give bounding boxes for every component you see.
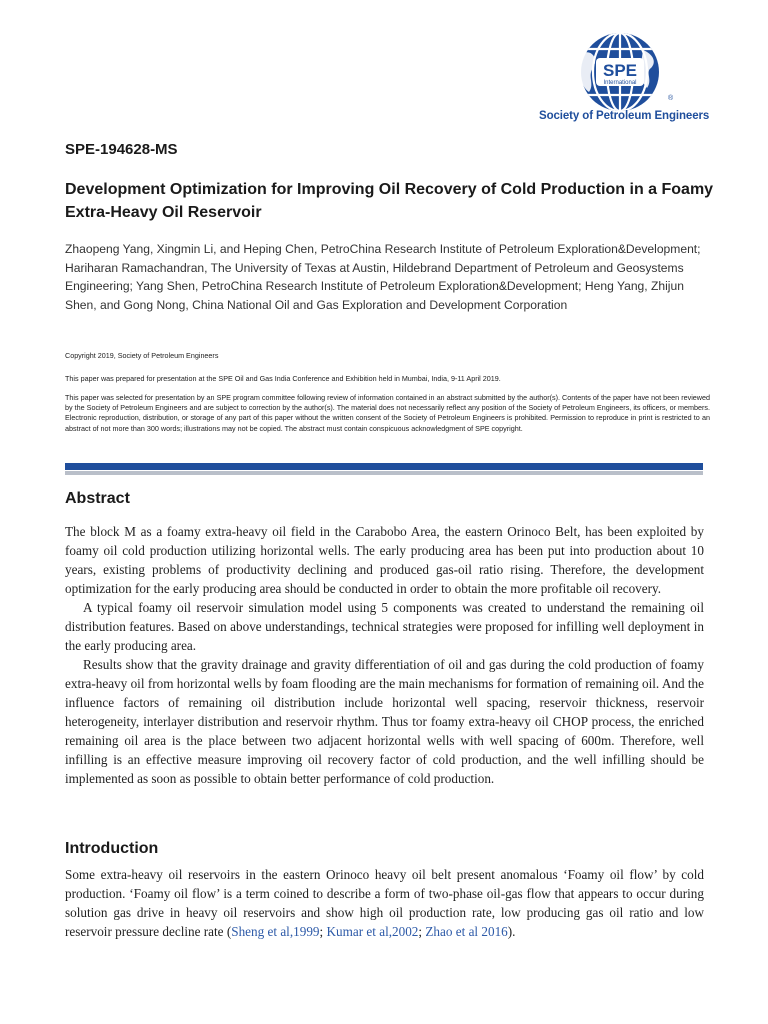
paper-title: Development Optimization for Improving Oil Recovery of Cold Production in a Foamy Extra-Heavy Oil Reservoir: [65, 181, 714, 221]
abstract-paragraph: A typical foamy oil reservoir simulation model using 5 components was created to understand the remaining oil distribution features. Based on above understandings, technical strategies were proposed for infilling well deployment in the early producing area.: [65, 600, 704, 653]
citation-separator: ;: [319, 924, 327, 939]
spe-logo: [537, 32, 710, 127]
svg-text:®: ®: [668, 95, 674, 102]
citation-separator: ;: [418, 924, 426, 939]
abstract-paragraph: The block M as a foamy extra-heavy oil field in the Carabobo Area, the eastern Orinoco Belt, has been exploited by foamy oil cold production utilizing horizontal wells. The early producing area has been put into production about 10 years, existing problems of productivity declining and produced gas-oil ratio rising. Therefore, the development optimization for the early producing area should be conducted in order to obtain the more profitable oil recovery.: [65, 524, 704, 596]
globe-icon: [557, 32, 683, 112]
selection-disclaimer: This paper was selected for presentation by an SPE program committee following review of information contained in an abstract submitted by the author(s). Contents of the paper have not been reviewed by the Society of Petroleum Engineers and are subject to correction by the author(s). The material does not necessarily reflect any position of the Society of Petroleum Engineers, its officers, or members. Electronic reproduction, distribution, or storage of any part of this paper without the written consent of the Society of Petroleum Engineers is prohibited. Permission to reproduce in print is restricted to an abstract of not more than 300 words; illustrations may not be copied. The abstract must contain conspicuous acknowledgment of SPE copyright.: [65, 393, 710, 433]
presentation-note: This paper was prepared for presentation at the SPE Oil and Gas India Conference and Exhibition held in Mumbai, India, 9-11 April 2019.: [65, 374, 501, 383]
introduction-text: Some extra-heavy oil reservoirs in the eastern Orinoco heavy oil belt present anomalous ‘Foamy oil flow’ by cold production. ‘Foamy oil flow’ is a term coined to describe a form of two-phase oil-gas flow that appears to occur during solution gas drive in heavy oil reservoirs and show high oil production rate, low producing gas oil ratio and low reservoir pressure decline rate (: [65, 867, 704, 939]
abstract-heading: Abstract: [65, 490, 130, 507]
author-list: Zhaopeng Yang, Xingmin Li, and Heping Chen, PetroChina Research Institute of Petroleum Exploration&Development; Hariharan Ramachandran, The University of Texas at Austin, Hildebrand Department of Petroleum and Geosystems Engineering; Yang Shen, PetroChina Research Institute of Petroleum Exploration&Development; Heng Yang, Zhijun Shen, and Gong Nong, China National Oil and Gas Exploration and Development Corporation: [65, 242, 701, 312]
introduction-heading: Introduction: [65, 840, 159, 857]
header-divider: [65, 463, 703, 470]
abstract-paragraph: Results show that the gravity drainage and gravity differentiation of oil and gas during the cold production of foamy extra-heavy oil from horizontal wells by foam flooding are the main mechanisms for formation of remaining oil. And the influence factors of remaining oil distribution include horizontal well spacing, reservoir thickness, reservoir heterogeneity, interlayer distribution and reservoir rhythm. Thus tor foamy extra-heavy oil CHOP process, the enriched remaining oil area is the place between two adjacent horizontal wells with well spacing of 600m. Therefore, well infilling is an effective measure improving oil recovery factor of cold production, and the well infilling should be implemented as soon as possible to obtain better performance of cold production.: [65, 657, 704, 786]
citation-link[interactable]: Zhao et al 2016: [425, 924, 508, 939]
logo-subtitle: International: [603, 80, 637, 86]
paper-id: SPE-194628-MS: [65, 141, 178, 158]
citation-link[interactable]: Kumar et al,2002: [326, 924, 419, 939]
org-name: Society of Petroleum Engineers: [539, 110, 710, 122]
citation-close: ).: [507, 924, 516, 939]
introduction-paragraph: [65, 865, 704, 941]
logo-badge: SPE: [602, 61, 638, 80]
copyright-line: Copyright 2019, Society of Petroleum Engineers: [65, 351, 219, 360]
header-divider-shadow: [65, 471, 703, 475]
abstract-body: [65, 522, 704, 788]
citation-link[interactable]: Sheng et al,1999: [231, 924, 320, 939]
